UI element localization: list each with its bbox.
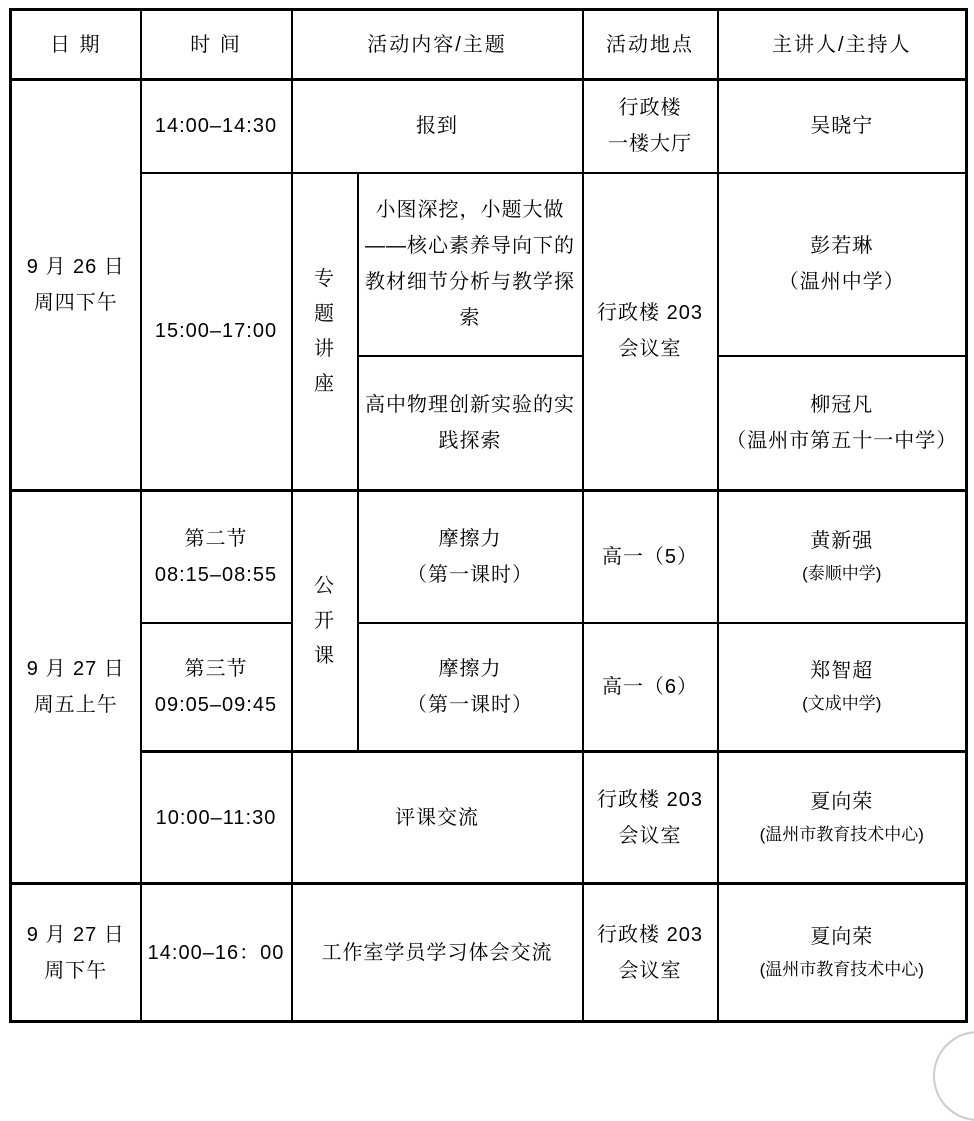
col-header-speaker: 主讲人/主持人 [718,10,967,80]
cell-time-open-class-1 [141,491,292,623]
lesson-subtitle: （第一课时） [407,693,533,716]
cell-time-exchange: 14:00–16：00 [141,884,292,1022]
speaker-name: 夏向荣 [810,926,874,949]
activity-schedule-table [9,8,968,1023]
cell-location-open-class-1: 高一（5） [583,491,718,623]
col-header-content: 活动内容/主题 [292,10,583,80]
cell-content-open-class-1 [358,491,583,623]
location-line: 一楼大厅 [608,133,692,156]
period-label: 第三节 [184,657,248,680]
speaker-affiliation: （温州市第五十一中学） [726,429,958,452]
category-char: 题 [314,302,335,325]
table-header-row [11,10,967,80]
location-line: 行政楼 203 [597,302,703,325]
page-curl-arc [933,1031,974,1121]
speaker-affiliation: (泰顺中学) [802,564,882,584]
cell-category-open-class [292,491,358,752]
speaker-name: 夏向荣 [810,791,874,814]
cell-content-lecture-topic-2: 高中物理创新实验的实践探索 [358,356,583,491]
location-line: 行政楼 203 [597,923,703,946]
speaker-affiliation: (温州市教育技术中心) [759,825,924,845]
date-line: 9 月 27 日 [26,658,125,680]
category-char: 课 [314,645,335,667]
time-range: 08:15–08:55 [154,563,278,586]
row-lecture-topic-1 [11,173,967,356]
location-line: 会议室 [618,959,682,982]
cell-time-checkin: 14:00–14:30 [141,80,292,173]
speaker-name: 郑智超 [810,660,874,683]
date-line: 周四下午 [33,292,118,314]
cell-content-review: 评课交流 [292,752,583,884]
cell-content-exchange: 工作室学员学习体会交流 [292,884,583,1022]
row-open-class-2 [11,623,967,752]
schedule-sheet [9,8,968,1023]
cell-content-checkin: 报到 [292,80,583,173]
cell-date-sep27-pm [11,884,141,1022]
cell-category-lecture [292,173,358,491]
category-lecture-label [297,269,353,394]
cell-speaker-review [718,752,967,884]
time-range: 09:05–09:45 [154,693,278,716]
speaker-name: 彭若琳 [810,235,874,257]
cell-location-review [583,752,718,884]
category-char: 讲 [314,337,335,360]
cell-date-sep27-am [11,491,141,884]
location-line: 行政楼 203 [597,788,703,811]
period-label: 第二节 [184,527,248,550]
category-char: 座 [314,372,335,395]
speaker-name: 柳冠凡 [810,393,874,416]
location-line: 会议室 [618,338,682,361]
cell-speaker-checkin: 吴晓宁 [718,80,967,173]
cell-location-checkin [583,80,718,173]
cell-location-open-class-2: 高一（6） [583,623,718,752]
speaker-affiliation: (文成中学) [802,694,882,714]
speaker-affiliation: (温州市教育技术中心) [759,960,924,980]
cell-time-open-class-2 [141,623,292,752]
cell-speaker-exchange [718,884,967,1022]
category-char: 专 [314,267,335,290]
location-line: 会议室 [618,824,682,847]
col-header-date: 日 期 [11,10,141,80]
speaker-affiliation: （温州中学） [778,271,905,293]
cell-speaker-lecture-topic-1 [718,173,967,356]
date-line: 9 月 27 日 [26,923,125,946]
date-line: 周下午 [44,959,108,982]
row-review [11,752,967,884]
category-open-class-label [297,576,353,666]
cell-speaker-lecture-topic-2 [718,356,967,491]
row-checkin [11,80,967,173]
date-line: 周五上午 [33,694,118,716]
cell-location-lecture [583,173,718,491]
speaker-name: 黄新强 [810,530,874,553]
location-line: 行政楼 [618,97,682,120]
cell-speaker-open-class-2 [718,623,967,752]
cell-date-sep26 [11,80,141,491]
col-header-location: 活动地点 [583,10,718,80]
lesson-title: 摩擦力 [438,527,502,550]
cell-speaker-open-class-1 [718,491,967,623]
row-exchange [11,884,967,1022]
col-header-time: 时 间 [141,10,292,80]
row-open-class-1 [11,491,967,623]
date-line: 9 月 26 日 [26,256,125,278]
cell-content-lecture-topic-1: 小图深挖，小题大做——核心素养导向下的教材细节分析与教学探索 [358,173,583,356]
cell-location-exchange [583,884,718,1022]
lesson-subtitle: （第一课时） [407,563,533,586]
cell-content-open-class-2 [358,623,583,752]
category-char: 开 [314,610,335,632]
cell-time-review: 10:00–11:30 [141,752,292,884]
cell-time-lecture: 15:00–17:00 [141,173,292,491]
lesson-title: 摩擦力 [438,657,502,680]
category-char: 公 [314,575,335,597]
